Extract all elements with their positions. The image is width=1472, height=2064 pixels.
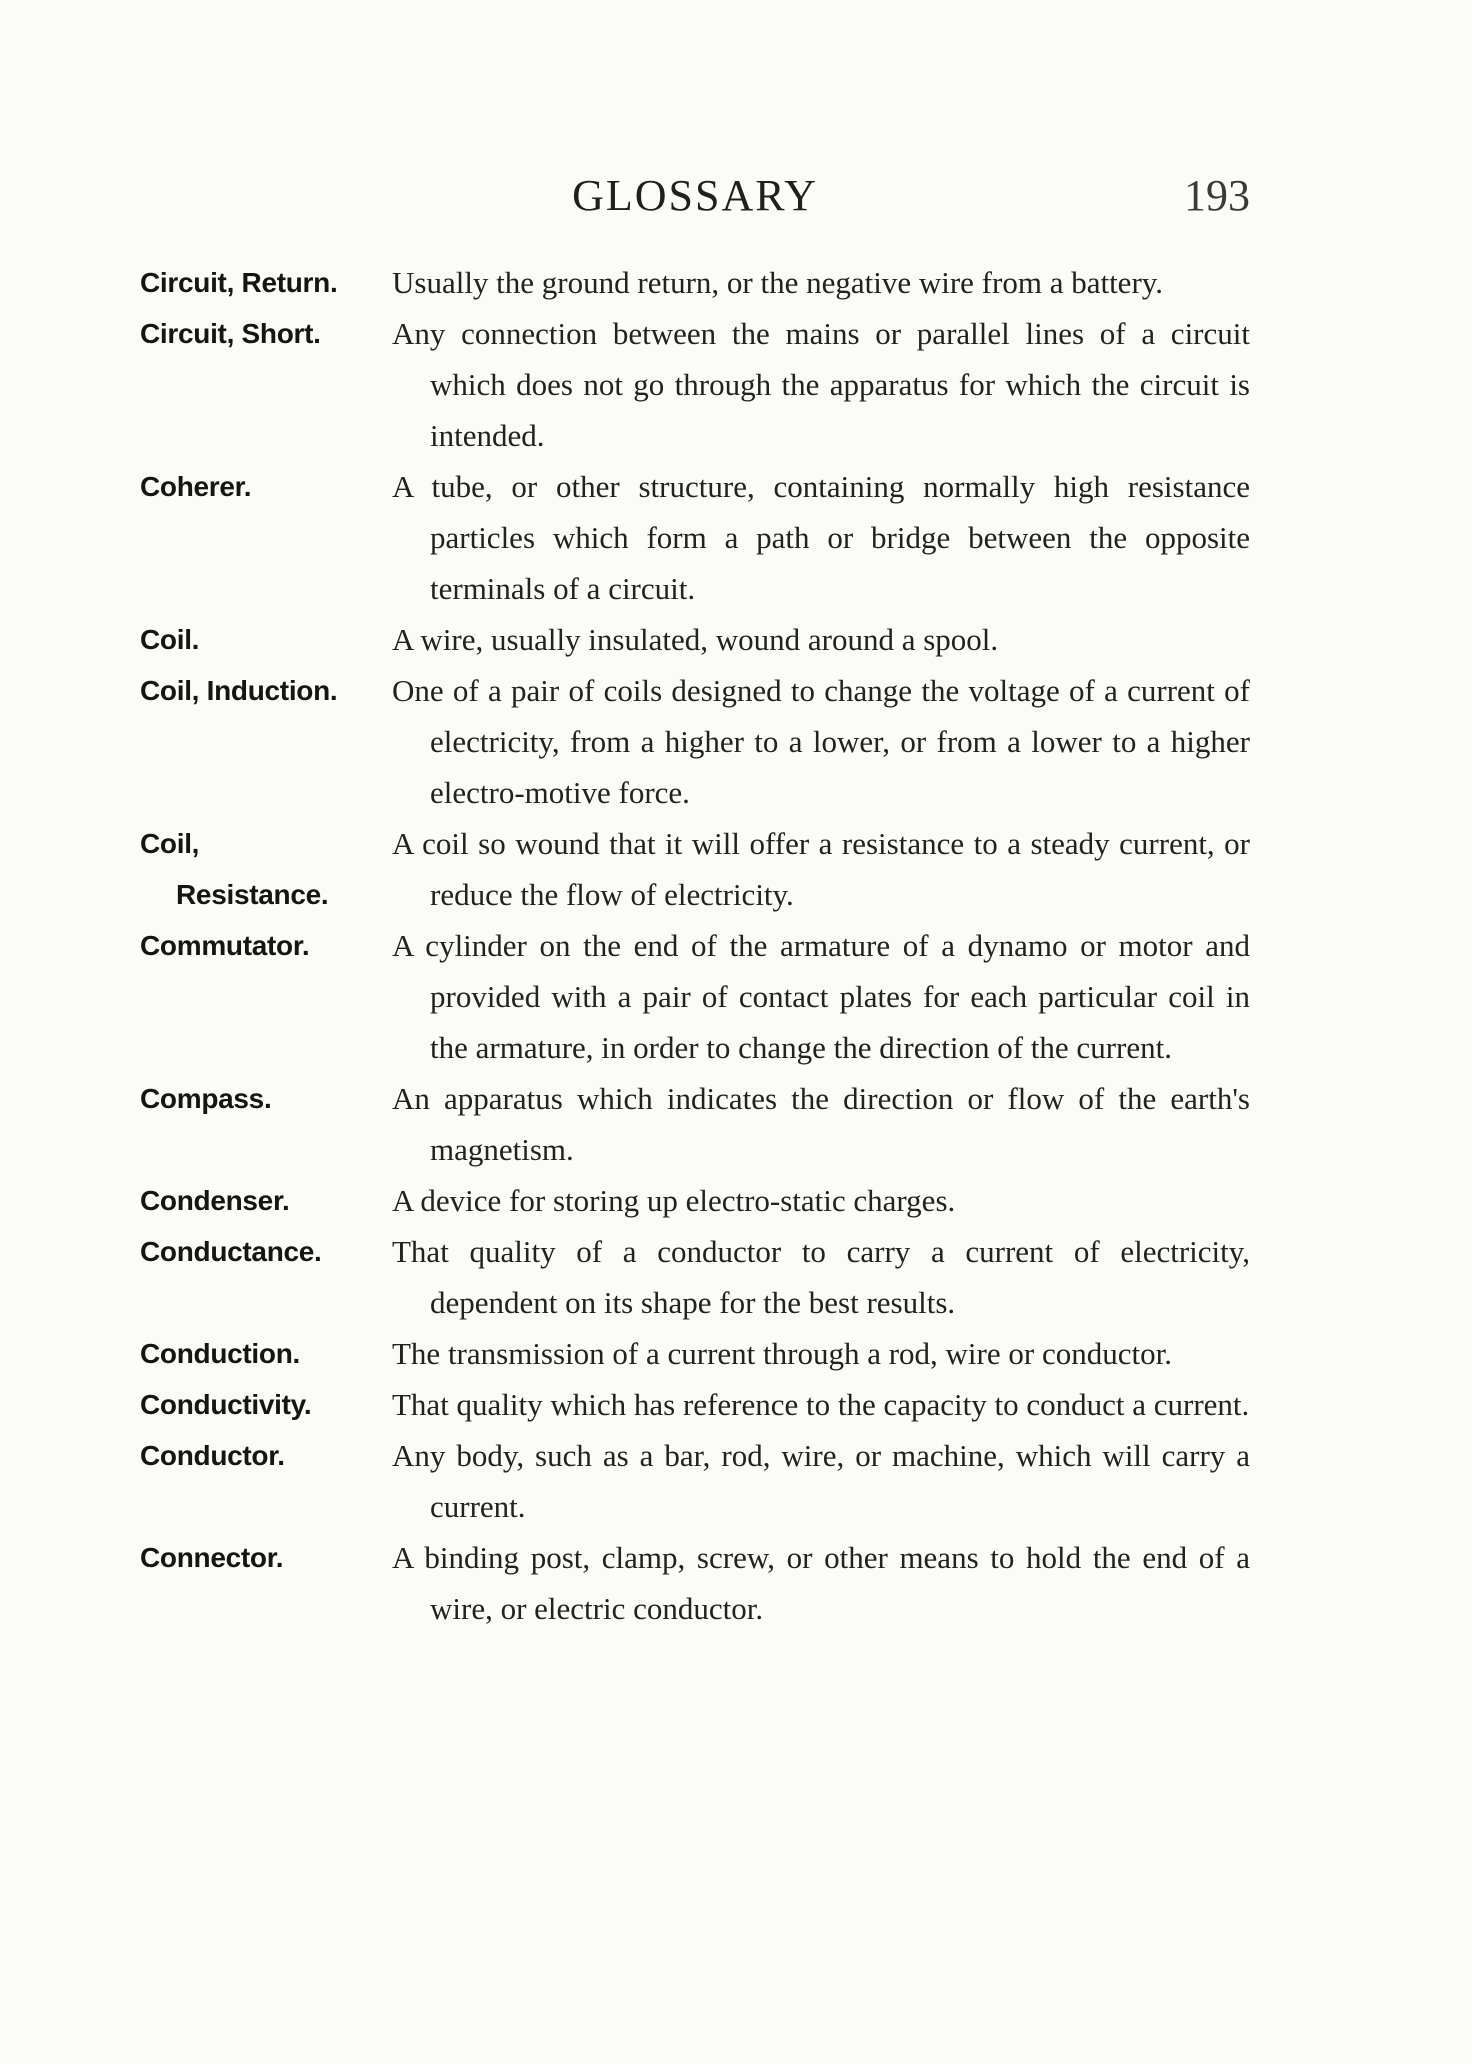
entry-definition: A tube, or other structure, containing normally high resistance particles which form a path or bridge between the opposite terminals of a circuit.	[392, 469, 1250, 606]
glossary-entry	[140, 308, 1250, 461]
glossary-entry	[140, 461, 1250, 614]
entry-term: Commutator.	[140, 930, 310, 961]
entry-term	[140, 818, 392, 920]
glossary-entry	[140, 1379, 1250, 1430]
glossary-entry	[140, 1073, 1250, 1175]
glossary-entry	[140, 1175, 1250, 1226]
glossary-entry	[140, 257, 1250, 308]
page-number: 193	[1184, 171, 1250, 220]
entry-definition: The transmission of a current through a rod, wire or conductor.	[392, 1336, 1172, 1371]
glossary-entries	[140, 257, 1250, 1634]
entry-definition: Usually the ground return, or the negative wire from a battery.	[392, 265, 1164, 300]
entry-term: Conductivity.	[140, 1389, 312, 1420]
glossary-entry	[140, 1328, 1250, 1379]
entry-term: Circuit, Return.	[140, 267, 338, 298]
entry-definition: A binding post, clamp, screw, or other means to hold the end of a wire, or electric conductor.	[392, 1540, 1250, 1626]
entry-term: Connector.	[140, 1542, 284, 1573]
glossary-entry	[140, 920, 1250, 1073]
entry-term-line2: Resistance.	[176, 879, 329, 910]
glossary-entry	[140, 1226, 1250, 1328]
glossary-entry	[140, 1430, 1250, 1532]
glossary-entry	[140, 1532, 1250, 1634]
entry-term: Conduction.	[140, 1338, 300, 1369]
entry-definition: A coil so wound that it will offer a resistance to a steady current, or reduce the flow of electricity.	[392, 826, 1250, 912]
glossary-entry	[140, 614, 1250, 665]
entry-definition: One of a pair of coils designed to change the voltage of a current of electricity, from a higher to a lower, or from a lower to a higher electro-motive force.	[392, 673, 1250, 810]
glossary-entry	[140, 665, 1250, 818]
page-header	[140, 170, 1250, 230]
entry-definition: That quality which has reference to the capacity to conduct a current.	[392, 1387, 1250, 1422]
entry-definition: Any body, such as a bar, rod, wire, or machine, which will carry a current.	[392, 1438, 1250, 1524]
entry-term: Circuit, Short.	[140, 318, 321, 349]
running-title: GLOSSARY	[572, 171, 818, 220]
entry-definition: That quality of a conductor to carry a current of electricity, dependent on its shape for the best results.	[392, 1234, 1250, 1320]
entry-term: Conductance.	[140, 1236, 322, 1267]
entry-definition: An apparatus which indicates the direction or flow of the earth's magnetism.	[392, 1081, 1250, 1167]
entry-term: Conductor.	[140, 1440, 285, 1471]
entry-definition: A wire, usually insulated, wound around a spool.	[392, 622, 999, 657]
entry-definition: A cylinder on the end of the armature of a dynamo or motor and provided with a pair of contact plates for each particular coil in the armature, in order to change the direction of the current.	[392, 928, 1250, 1065]
entry-term: Coherer.	[140, 471, 252, 502]
entry-term: Coil.	[140, 624, 200, 655]
entry-term-line1: Coil,	[140, 828, 200, 859]
entry-term: Compass.	[140, 1083, 272, 1114]
entry-term: Condenser.	[140, 1185, 290, 1216]
entry-definition: A device for storing up electro-static charges.	[392, 1183, 956, 1218]
entry-definition: Any connection between the mains or parallel lines of a circuit which does not go through the apparatus for which the circuit is intended.	[392, 316, 1250, 453]
entry-term: Coil, Induction.	[140, 675, 338, 706]
glossary-entry	[140, 818, 1250, 920]
